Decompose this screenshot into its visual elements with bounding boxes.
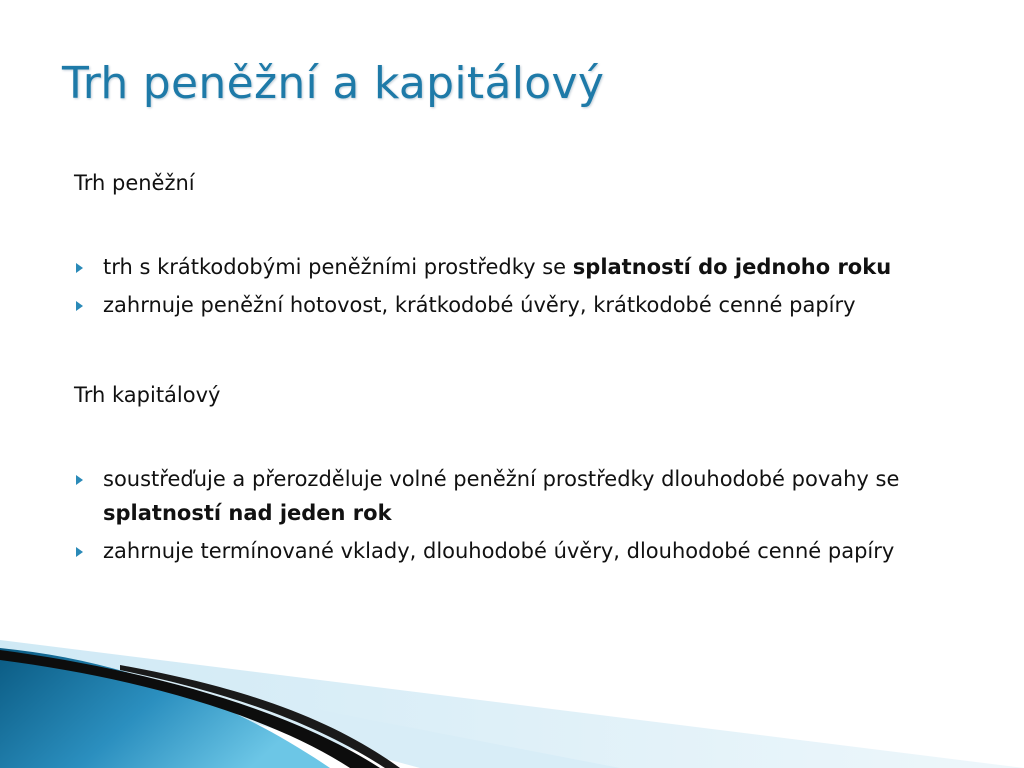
list-item [74,534,974,568]
bullet-bold-text: splatností nad jeden rok [103,501,392,525]
bullet-text: zahrnuje peněžní hotovost, krátkodobé úvěry, krátkodobé cenné papíry [103,293,856,317]
capital-market-list [74,462,974,568]
list-item [74,288,974,322]
triangle-right-icon [76,301,83,311]
section-heading-capital-market: Trh kapitálový [74,383,221,407]
list-item [74,250,974,284]
section-heading-money-market: Trh peněžní [74,171,195,195]
triangle-right-icon [76,547,83,557]
bullet-text: soustřeďuje a přerozděluje volné peněžní prostředky dlouhodobé povahy se [103,467,900,491]
triangle-right-icon [76,263,83,273]
bullet-text: trh s krátkodobými peněžními prostředky se [103,255,573,279]
slide-title: Trh peněžní a kapitálový [62,58,605,109]
slide-body [74,166,974,572]
bullet-bold-text: splatností do jednoho roku [572,255,892,279]
list-item [74,462,974,530]
triangle-right-icon [76,475,83,485]
money-market-list [74,250,974,322]
bullet-text: zahrnuje termínované vklady, dlouhodobé úvěry, dlouhodobé cenné papíry [103,539,895,563]
